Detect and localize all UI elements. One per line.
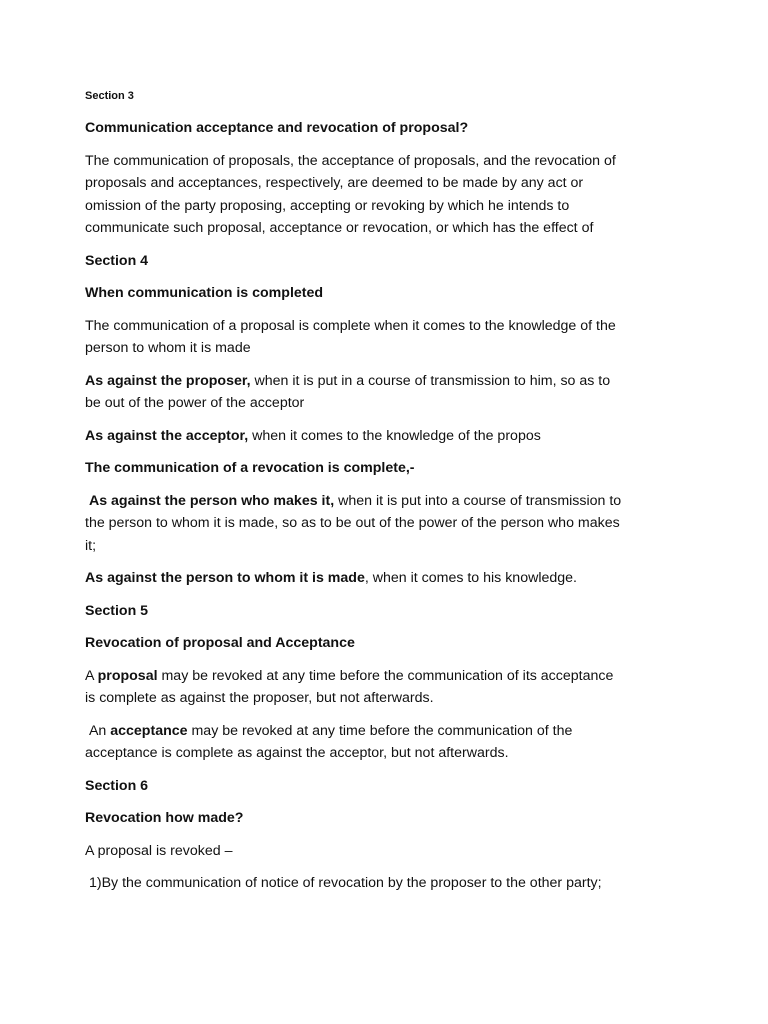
section-6-item-1	[85, 872, 625, 895]
section-5-label: Section 5	[85, 602, 149, 619]
section-6-title: Revocation how made?	[85, 810, 244, 826]
document-page	[85, 89, 625, 905]
section-6-intro: A proposal is revoked –	[85, 842, 233, 859]
proposer-text: when it is put in a course of transmission to him, so as to be out of the power of the acceptor	[85, 372, 611, 411]
proposer-paragraph	[85, 370, 625, 415]
section-4-label: Section 4	[85, 252, 149, 269]
revocation-heading: The communication of a revocation is complete,-	[85, 460, 415, 476]
section-6-label: Section 6	[85, 777, 149, 794]
maker-bold: As against the person who makes it,	[88, 492, 335, 509]
made-to-text: , when it comes to his knowledge.	[364, 570, 577, 586]
proposal-bold: proposal	[97, 667, 158, 684]
section-4-body: The communication of a proposal is complete when it comes to the knowledge of the person to whom it is made	[85, 317, 616, 356]
proposal-text: may be revoked at any time before the communication of its acceptance is complete as against the proposer, but not afterwards.	[85, 667, 614, 706]
acceptance-text: may be revoked at any time before the communication of the acceptance is complete as against the acceptor, but not afterwards.	[85, 722, 573, 761]
section-5-title: Revocation of proposal and Acceptance	[85, 635, 355, 651]
acceptance-pre: An	[88, 722, 111, 739]
section-4-title: When communication is completed	[85, 285, 324, 301]
proposer-bold: As against the proposer,	[85, 372, 251, 389]
maker-text: when it is put into a course of transmission to the person to whom it is made, so as to be out of the power of the person who makes it;	[85, 492, 622, 554]
section-3-title: Communication acceptance and revocation of proposal?	[85, 120, 469, 136]
acceptance-paragraph	[85, 720, 625, 765]
section-6-item-1-text: 1)By the communication of notice of revocation by the proposer to the other party;	[88, 875, 602, 891]
proposal-pre: A	[85, 667, 98, 684]
section-3-body: The communication of proposals, the acceptance of proposals, and the revocation of proposals and acceptances, respectively, are deemed to be made by any act or omission of the party proposing, accepting or revoking by which he intends to communicate such proposal, acceptance or revocation, or which has the effect of	[85, 152, 616, 236]
proposal-paragraph	[85, 665, 625, 710]
made-to-paragraph	[85, 567, 625, 590]
acceptance-bold: acceptance	[110, 722, 188, 739]
section-3-label: Section 3	[85, 90, 134, 102]
acceptor-paragraph	[85, 425, 625, 448]
maker-paragraph	[85, 490, 625, 558]
acceptor-bold: As against the acceptor,	[85, 427, 249, 444]
acceptor-text: when it comes to the knowledge of the propos	[248, 427, 541, 444]
made-to-bold: As against the person to whom it is made	[85, 570, 365, 586]
